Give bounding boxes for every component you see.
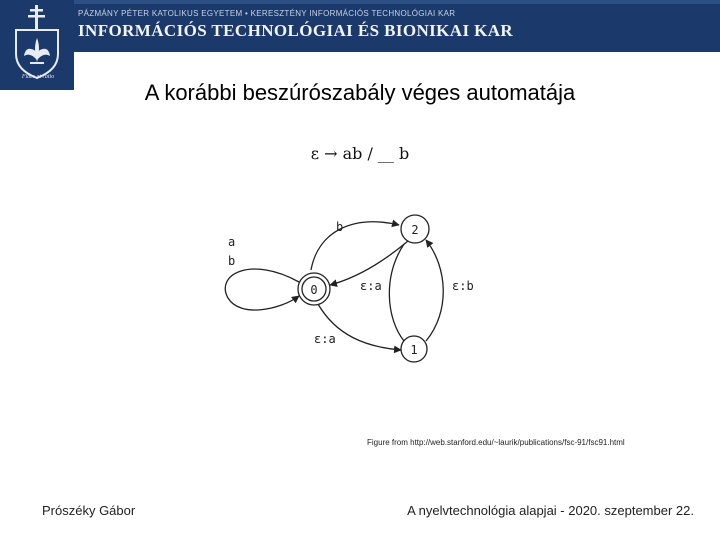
footer-author: Prószéky Gábor bbox=[42, 503, 136, 518]
slide-title: A korábbi beszúrószabály véges automatája bbox=[144, 80, 576, 105]
label-2-0: ε:a bbox=[360, 279, 382, 293]
rewrite-rule: ε → ab / __ b bbox=[310, 144, 410, 163]
transition-1-2-outer bbox=[426, 240, 443, 341]
state-2-label: 2 bbox=[411, 223, 419, 237]
transition-loop-0 bbox=[225, 269, 299, 310]
label-1-2: ε:b bbox=[452, 279, 474, 293]
transition-1-2-inner bbox=[389, 244, 404, 341]
label-0-2: b bbox=[336, 220, 344, 234]
label-0-1: ε:a bbox=[314, 332, 336, 346]
university-name: PÁZMÁNY PÉTER KATOLIKUS EGYETEM • KERESZTÉNY INFORMÁCIÓS TECHNOLÓGIAI KAR bbox=[78, 9, 456, 18]
footer-course: A nyelvtechnológia alapjai - 2020. szeptember 22. bbox=[407, 503, 694, 518]
loop-label-a: a bbox=[228, 235, 236, 249]
state-1-label: 1 bbox=[410, 343, 418, 357]
loop-label-b: b bbox=[228, 254, 236, 268]
state-0-label: 0 bbox=[310, 283, 318, 297]
logo-motto: Fides et ratio bbox=[21, 74, 55, 80]
faculty-name: INFORMÁCIÓS TECHNOLÓGIAI ÉS BIONIKAI KAR bbox=[78, 21, 514, 40]
figure-source: Figure from http://web.stanford.edu/~laurik/publications/fsc-91/fsc91.html bbox=[367, 438, 625, 447]
transition-0-2 bbox=[311, 222, 399, 270]
